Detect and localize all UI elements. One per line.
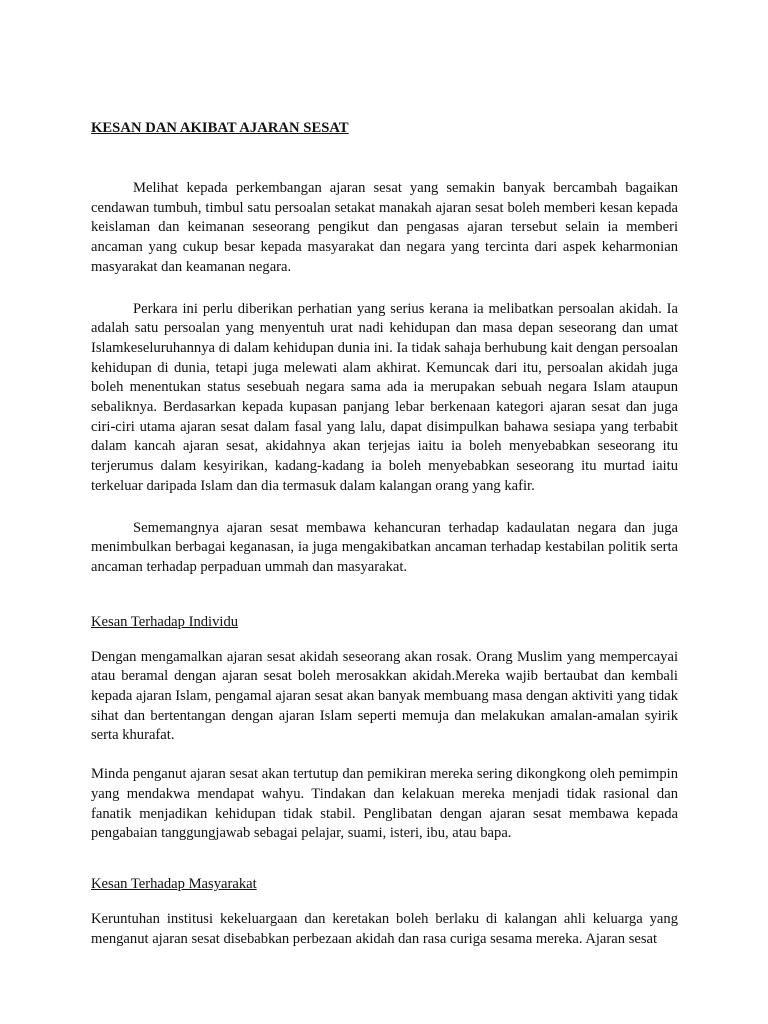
section-heading-masyarakat: Kesan Terhadap Masyarakat xyxy=(91,875,257,892)
individu-paragraph-2: Minda penganut ajaran sesat akan tertutup dan pemikiran mereka sering dikongkong oleh pemimpin yang mendakwa mendapat wahyu. Tindakan dan kelakuan mereka menjadi tidak rasional dan fanatik menjadikan kehidupan tidak stabil. Penglibatan dengan ajaran sesat membawa kepada pengabaian tanggungjawab sebagai pelajar, suami, isteri, ibu, atau bapa. xyxy=(91,766,678,842)
document-title: KESAN DAN AKIBAT AJARAN SESAT xyxy=(91,120,349,136)
intro-paragraph-1: Melihat kepada perkembangan ajaran sesat yang semakin banyak bercambah bagaikan cendawan tumbuh, timbul satu persoalan setakat manakah ajaran sesat boleh memberi kesan kepada keislaman dan keimanan seseorang pengikut dan pengasas ajaran tersebut selain ia memberi ancaman yang cukup besar kepada masyarakat dan negara yang tercinta dari aspek keharmonian masyarakat dan keamanan negara. xyxy=(91,180,678,275)
document-page xyxy=(91,120,678,949)
masyarakat-paragraph-1: Keruntuhan institusi kekeluargaan dan keretakan boleh berlaku di kalangan ahli keluarga yang menganut ajaran sesat disebabkan perbezaan akidah dan rasa curiga sesama mereka. Ajaran sesat xyxy=(91,910,678,947)
intro-paragraph-2: Perkara ini perlu diberikan perhatian yang serius kerana ia melibatkan persoalan akidah. Ia adalah satu persoalan yang menyentuh urat nadi kehidupan dan masa depan seseorang dan umat Islamkeseluruhannya di dalam kehidupan dunia ini. Ia tidak sahaja berhubung kait dengan persoalan kehidupan di dunia, tetapi juga melewati alam akhirat. Kemuncak dari itu, persoalan akidah juga boleh menentukan status sesebuah negara sama ada ia merupakan sebuah negara Islam ataupun sebaliknya. Berdasarkan kepada kupasan panjang lebar berkenaan kategori ajaran sesat dan juga ciri-ciri utama ajaran sesat dalam fasal yang lalu, dapat disimpulkan bahawa sesiapa yang terbabit dalam kancah ajaran sesat, akidahnya akan terjejas iaitu ia boleh menyebabkan seseorang itu terjerumus dalam kesyirikan, kadang-kadang ia boleh menyebabkan seseorang itu murtad iaitu terkeluar daripada Islam dan dia termasuk dalam kalangan orang yang kafir. xyxy=(91,300,678,494)
section-heading-individu: Kesan Terhadap Individu xyxy=(91,613,239,630)
intro-paragraph-3: Sememangnya ajaran sesat membawa kehancuran terhadap kadaulatan negara dan juga menimbulkan berbagai keganasan, ia juga mengakibatkan ancaman terhadap kestabilan politik serta ancaman terhadap perpaduan ummah dan masyarakat. xyxy=(91,519,678,575)
individu-paragraph-1: Dengan mengamalkan ajaran sesat akidah seseorang akan rosak. Orang Muslim yang mempercayai atau beramal dengan ajaran sesat boleh merosakkan akidah.Mereka wajib bertaubat dan kembali kepada ajaran Islam, pengamal ajaran sesat akan banyak membuang masa dengan aktiviti yang tidak sihat dan bertentangan dengan ajaran Islam seperti memuja dan melakukan amalan-amalan syirik serta khurafat. xyxy=(91,648,678,744)
